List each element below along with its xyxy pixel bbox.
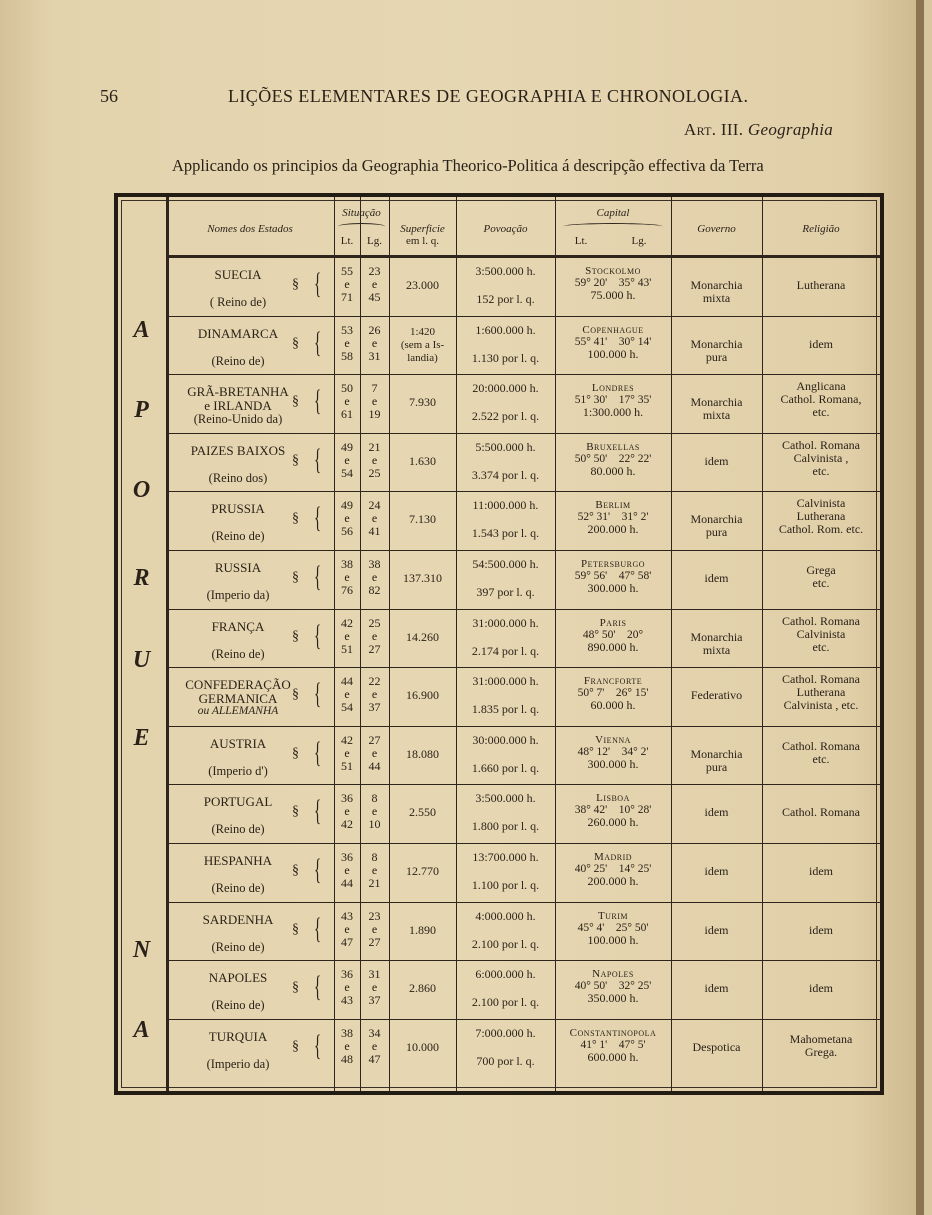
section-mark: § [292,570,299,585]
superficie-value: 1:420 (sem a Is- landia) [400,325,445,364]
capital-coords: 59° 20' 35° 43' [574,277,652,289]
state-subtitle: (Reino de) [211,646,265,661]
state-name-line2: GERMANICA [198,691,278,707]
row-separator [166,960,880,961]
section-mark: § [292,335,299,351]
superficie-value: 2.550 [409,805,436,820]
superficie-value: 16.900 [406,688,439,703]
state-name: SARDENHA [202,911,274,927]
row-brace: { [314,618,322,652]
religiao-value: idem [809,864,833,878]
state-subtitle: (Reino de) [211,353,265,368]
row-brace: { [314,677,322,711]
table-row [166,788,880,847]
religiao-value: Cathol. Romana Lutherana Calvinista , etc. [782,672,860,713]
capital-population: 100.000 h. [587,932,639,947]
state-subtitle: (Reino de) [211,822,265,837]
capital-coords: 59° 56' 47° 58' [574,570,652,582]
article-number: Art. III. [684,120,744,139]
row-separator [166,433,880,434]
header-superficie: Superficie [400,223,445,235]
vertical-region-letter: R [133,565,151,591]
header-capital-brace [563,223,663,230]
row-brace: { [314,267,322,300]
superficie-value: 137.310 [403,571,442,585]
povoacao-total: 13:700.000 h. [472,850,539,864]
situacao-lt: 50 e 61 [341,381,353,422]
capital-coords: 48° 12' 34° 2' [577,745,649,758]
povoacao-density: 1.130 por l. q. [471,350,540,365]
table-row [166,495,880,554]
capital-population: 350.000 h. [587,991,639,1006]
row-brace: { [314,911,322,945]
capital-coords: 40° 50' 32° 25' [574,980,652,993]
povoacao-density: 397 por l. q. [476,585,535,599]
povoacao-total: 11:000.000 h. [472,498,539,513]
state-name: NAPOLES [208,970,268,986]
governo-value: idem [704,453,729,468]
situacao-lg: 7 e 19 [368,381,381,422]
religiao-value: Cathol. Romana Calvinista , etc. [782,437,860,478]
situacao-lg: 25 e 27 [368,615,381,656]
table-row [166,906,880,965]
situacao-lt: 49 e 56 [341,498,353,539]
header-cap-lt: Lt. [574,235,588,247]
capital-name: Francforte [583,675,643,688]
povoacao-density: 2.174 por l. q. [471,643,540,658]
governo-value: idem [704,805,729,820]
situacao-lg: 8 e 10 [368,791,381,832]
situacao-lg: 34 e 47 [368,1025,381,1066]
capital-population: 100.000 h. [587,346,639,361]
header-religiao: Religião [802,223,840,235]
state-subtitle: (Imperio da) [206,1056,270,1071]
povoacao-density: 1.543 por l. q. [471,526,540,541]
header-situacao: Situação [342,207,381,219]
state-name: SUECIA [214,267,262,282]
table-row [166,613,880,672]
table-row [166,378,880,437]
header-cap-lg: Lg. [631,235,647,247]
section-mark: § [292,628,299,644]
religiao-value: Cathol. Romana Calvinista etc. [782,613,860,654]
capital-coords: 50° 7' 26° 15' [577,687,649,700]
capital-population: 300.000 h. [587,756,639,771]
capital-coords: 50° 50' 22° 22' [574,452,652,465]
table-row [166,554,880,613]
religiao-value: Mahometana Grega. [789,1031,853,1059]
religiao-value: Lutherana [796,278,846,292]
row-separator [166,726,880,727]
table-row [166,320,880,379]
situacao-lt: 38 e 48 [341,1025,353,1066]
situacao-lg: 23 e 27 [368,908,381,949]
povoacao-total: 30:000.000 h. [472,732,539,747]
state-name: DINAMARCA [197,325,279,341]
governo-value: Monarchia pura [690,336,743,364]
situacao-lg: 21 e 25 [368,439,381,480]
row-separator [166,491,880,492]
state-name: GRÃ-BRETANHA [187,384,289,400]
situacao-lt: 36 e 42 [341,791,353,832]
capital-population: 890.000 h. [587,639,639,654]
header-povoacao: Povoação [483,223,528,235]
situacao-lg: 38 e 82 [368,557,381,597]
vertical-region-letter: N [132,937,152,963]
situacao-lt: 36 e 44 [341,850,353,890]
capital-coords: 41° 1' 47° 5' [580,1038,646,1051]
state-name-line2: e IRLANDA [204,398,272,414]
capital-population: 200.000 h. [587,522,639,537]
situacao-lt: 49 e 54 [341,439,353,480]
state-name: AUSTRIA [209,735,267,751]
row-separator [166,550,880,551]
povoacao-total: 5:500.000 h. [475,439,536,454]
superficie-value: 2.860 [409,981,436,996]
row-brace: { [314,325,322,359]
capital-name: Petersburgo [580,558,646,570]
section-heading [684,120,833,140]
table-row [166,261,880,320]
section-mark: § [292,277,299,292]
state-subtitle: (Imperio da) [206,588,270,602]
section-mark: § [292,921,299,937]
situacao-lt: 55 e 71 [341,264,353,304]
superficie-value: 1.630 [409,453,436,468]
superficie-value: 12.770 [406,864,439,878]
state-name: RUSSIA [214,560,262,575]
situacao-lg: 27 e 44 [368,732,381,773]
governo-value: Monarchia mixta [690,629,743,657]
povoacao-total: 3:500.000 h. [475,791,536,806]
row-brace: { [314,853,322,886]
povoacao-total: 6:000.000 h. [475,967,536,982]
povoacao-density: 2.100 por l. q. [471,936,540,951]
row-brace: { [314,1028,322,1062]
vertical-region-letter: A [133,1017,151,1043]
header-lg: Lg. [367,235,382,247]
state-name: FRANÇA [211,618,265,634]
row-separator [166,902,880,903]
capital-coords: 51° 30' 17° 35' [574,394,652,407]
capital-name: Berlim [595,499,631,512]
governo-value: Monarchia mixta [690,395,743,423]
section-mark: § [292,745,299,761]
header-capital: Capital [596,207,630,219]
state-name: PORTUGAL [203,794,273,810]
capital-population: 1:300.000 h. [582,405,644,420]
state-name: CONFEDERAÇÃO [185,677,291,693]
situacao-lt: 44 e 54 [341,674,353,715]
row-separator [166,316,880,317]
situacao-lt: 42 e 51 [341,615,353,656]
capital-name: Stockolmo [585,265,641,277]
capital-coords: 52° 31' 31° 2' [577,511,649,524]
capital-population: 60.000 h. [590,698,636,713]
row-brace: { [314,794,322,828]
section-mark: § [292,394,299,410]
state-subtitle: ( Reino de) [209,295,267,309]
row-brace: { [314,384,322,418]
povoacao-density: 700 por l. q. [476,1053,535,1068]
running-title: LIÇÕES ELEMENTARES DE GEOGRAPHIA E CHRONOLOGIA. [228,86,749,106]
header-superficie-unit: em l. q. [406,235,439,247]
povoacao-total: 20:000.000 h. [472,381,539,396]
capital-coords: 48° 50' 20° [582,628,644,641]
povoacao-total: 31:000.000 h. [472,615,539,630]
povoacao-density: 1.100 por l. q. [471,878,540,892]
row-separator [166,609,880,610]
row-brace: { [314,560,322,593]
povoacao-density: 3.374 por l. q. [471,467,540,482]
capital-name: Constantinopola [569,1026,657,1039]
religiao-value: idem [809,922,833,937]
row-separator [166,843,880,844]
povoacao-total: 1:600.000 h. [475,322,536,337]
state-subtitle: (Reino de) [211,998,265,1013]
situacao-lt: 36 e 43 [341,967,353,1008]
state-subtitle: (Imperio d') [208,763,268,778]
table-row [166,847,880,906]
situacao-lt: 38 e 76 [341,557,353,597]
povoacao-total: 4:000.000 h. [475,908,536,923]
section-mark: § [292,687,299,703]
header-governo: Governo [697,223,736,235]
governo-value: idem [704,571,729,585]
capital-name: Londres [591,382,635,395]
vertical-region-letter: E [133,725,151,751]
religiao-value: Cathol. Romana etc. [782,738,860,766]
section-mark: § [292,980,299,996]
governo-value: idem [704,922,729,937]
header-lt: Lt. [340,235,354,247]
capital-name: Vienna [595,733,631,746]
povoacao-density: 152 por l. q. [476,292,535,306]
capital-population: 200.000 h. [587,874,639,888]
religiao-value: Cathol. Romana [782,805,860,820]
capital-name: Bruxellas [586,440,640,453]
row-brace: { [314,970,322,1004]
state-name: TURQUIA [208,1028,268,1044]
superficie-value: 7.930 [409,395,436,410]
povoacao-total: 31:000.000 h. [472,674,539,689]
row-separator [166,374,880,375]
state-subtitle: (Reino de) [211,939,265,954]
table-row [166,730,880,789]
capital-coords: 38° 42' 10° 28' [574,804,652,817]
situacao-lt: 53 e 58 [341,322,353,363]
table-row [166,437,880,496]
header-names: Nomes dos Estados [207,223,293,235]
superficie-value: 1.890 [409,922,436,937]
capital-name: Madrid [593,851,633,863]
governo-value: idem [704,864,729,878]
religiao-value: Grega etc. [806,563,836,590]
governo-value: Federativo [690,688,743,703]
governo-value: Monarchia mixta [690,278,743,305]
capital-population: 80.000 h. [590,463,636,478]
table-row [166,964,880,1023]
page-edge [916,0,924,1215]
table-frame [114,193,884,1095]
capital-name: Turim [597,909,629,922]
situacao-lt: 42 e 51 [341,732,353,773]
situacao-lt: 43 e 47 [341,908,353,949]
superficie-value: 7.130 [409,512,436,527]
capital-coords: 55° 41' 30° 14' [574,335,652,348]
row-separator [166,784,880,785]
povoacao-density: 1.800 por l. q. [471,819,540,834]
state-subtitle: (Reino de) [211,529,265,544]
superficie-value: 14.260 [406,629,439,644]
row-brace: { [314,735,322,769]
situacao-lg: 23 e 45 [368,264,381,304]
page-number: 56 [100,86,118,106]
governo-value: Despotica [692,1039,741,1054]
state-name: PRUSSIA [211,501,265,517]
governo-value: Monarchia pura [690,512,743,540]
situacao-lg: 31 e 37 [368,967,381,1008]
povoacao-total: 7:000.000 h. [475,1025,536,1040]
religiao-value: Calvinista Lutherana Cathol. Rom. etc. [778,496,864,537]
capital-name: Lisboa [596,792,630,805]
section-topic: Geographia [747,120,834,139]
header-separator [166,255,880,258]
state-subtitle: (Reino de) [211,881,265,895]
row-separator [166,1019,880,1020]
vertical-region-letter: A [133,317,151,343]
row-separator [166,667,880,668]
povoacao-density: 1.835 por l. q. [471,702,540,717]
povoacao-density: 1.660 por l. q. [471,760,540,775]
section-mark: § [292,452,299,468]
governo-value: idem [704,981,729,996]
superficie-value: 18.080 [406,746,439,761]
povoacao-density: 2.100 por l. q. [471,995,540,1010]
situacao-lg: 26 e 31 [368,322,381,363]
situacao-lg: 22 e 37 [368,674,381,715]
state-subtitle: (Reino dos) [208,470,268,485]
superficie-value: 23.000 [406,278,439,292]
row-brace: { [314,501,322,535]
capital-population: 260.000 h. [587,815,639,830]
table-row [166,671,880,730]
vertical-region-letter: O [132,477,152,503]
state-subtitle: (Reino-Unido da) [193,412,283,427]
capital-population: 600.000 h. [587,1049,639,1064]
capital-population: 300.000 h. [587,581,639,595]
capital-name: Napoles [592,968,634,981]
governo-value: Monarchia pura [690,746,743,774]
religiao-value: Anglicana Cathol. Romana, etc. [780,379,862,420]
povoacao-total: 54:500.000 h. [472,557,539,571]
capital-name: Copenhague [582,323,644,336]
capital-name: Paris [599,616,627,629]
table-subtitle: Applicando os principios da Geographia Theorico-Politica á descripção effectiva da Terra [172,156,764,175]
section-mark: § [292,1038,299,1054]
situacao-lg: 8 e 21 [368,850,381,890]
situacao-lg: 24 e 41 [368,498,381,539]
religiao-value: idem [809,336,833,351]
vertical-region-letter: P [134,397,150,423]
state-name: PAIZES BAIXOS [190,442,286,458]
capital-population: 75.000 h. [590,288,636,302]
religiao-value: idem [809,981,833,996]
section-mark: § [292,863,299,878]
capital-coords: 40° 25' 14° 25' [574,863,652,875]
superficie-value: 10.000 [406,1039,439,1054]
section-mark: § [292,511,299,527]
state-subtitle: ou ALLEMANHA [197,705,279,718]
povoacao-total: 3:500.000 h. [475,264,536,278]
povoacao-density: 2.522 por l. q. [471,409,540,424]
table-row [166,1023,880,1082]
capital-coords: 45° 4' 25° 50' [577,921,649,934]
header-situacao-brace [338,223,385,230]
section-mark: § [292,804,299,820]
vertical-region-letter: U [132,647,152,673]
state-name: HESPANHA [203,853,273,868]
row-brace: { [314,442,322,476]
